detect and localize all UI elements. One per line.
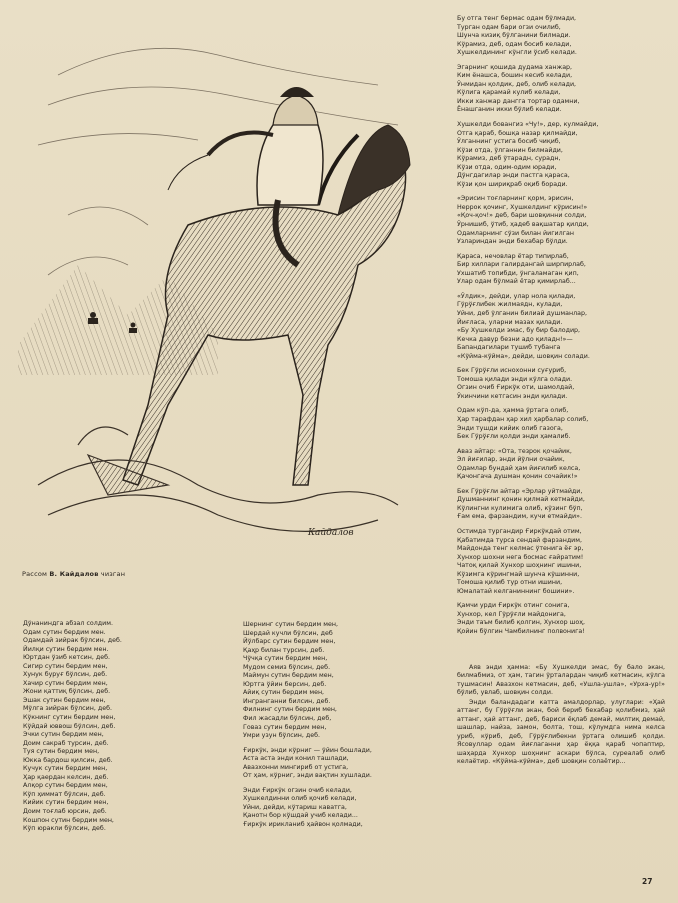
poem-line: Юкка бардош қилсин, деб.	[23, 756, 113, 764]
poem-stanza	[457, 253, 598, 287]
illustration-caption	[22, 570, 125, 578]
poem-line: Кўрамиз, деб ўтарадн, сурадн,	[457, 155, 561, 163]
poem-line: Хунхор шохни нега босмас ғайратим!	[457, 553, 584, 561]
poem-line: Ғиркўк, энди кўрниг — ўйин бошлади,	[243, 746, 372, 754]
poem-line: Энди тушди кийик олиб газога,	[457, 424, 563, 432]
poem-line: Кўкнинг сутин бердим мен,	[23, 714, 116, 722]
poem-line: Кўлингни кулимига олиб, кўзинг бўп,	[457, 504, 583, 512]
poem-line: Ухшатиб топибди, ўнгаламаган қип,	[457, 269, 579, 277]
poem-line: Ҳар қаердан келсин, деб.	[23, 773, 109, 781]
poem-line: Томоша қилади энди кўлга олади.	[457, 375, 573, 383]
poem-line: Ўкинчини кетгасин энди қилади.	[457, 392, 568, 400]
poem-line: Хунхор, кел Гўрўғли майдонига,	[457, 610, 566, 618]
poem-line: Уйни, деб ўлганин билиай душманлар,	[457, 309, 587, 317]
poem-line: Кўзимга кўрингмай шунча кўшинни,	[457, 570, 580, 578]
poem-line: Неррок қочинг, Хушкелдинг кўрисин!»	[457, 203, 588, 211]
poem-line: Улар одам бўлмай ётар қимирлаб...	[457, 278, 576, 286]
poem-line: Қанотн бор кўшдай учиб келади...	[243, 812, 358, 820]
poem-line: Майдонда тенг келмас ўтенига ёғ эр,	[457, 545, 584, 553]
poem-line: Қабатимда турса сендай фарзандим,	[457, 536, 583, 544]
poem-line: Кийик сутин бердим мен,	[23, 799, 109, 807]
poem-line: Энди таъм билиб қолгин, Хунхор шоҳ,	[457, 619, 585, 627]
poem-line: Юртга ўйин берсин, деб.	[243, 680, 327, 688]
poem-line: Одамдай зийрак бўлсин, деб.	[23, 637, 122, 645]
poem-line: Йўлбарс сутин бердим мен,	[243, 638, 336, 646]
poem-line: Қамчи урди Ғиркўк отинг сонига,	[457, 602, 570, 610]
poem-line: Кошпон сутин бердим мен,	[23, 816, 114, 824]
poem-line: Қачонгача душман қонин сочайик!»	[457, 473, 578, 481]
poem-line: Душманнинг қонин қилмай кетмайди,	[457, 496, 585, 504]
poem-line: Айиқ сутин бердим мен,	[243, 689, 325, 697]
poem-line: Чатоқ қилай Хунхор шоҳнинг ишини,	[457, 562, 582, 570]
poem-column-right	[457, 15, 598, 643]
poem-stanza	[457, 407, 598, 441]
poem-line: Кўп ҳиммат бўлсин, деб.	[23, 790, 106, 798]
poem-line: Бек Гўрўғли иснохонни суғуриб,	[457, 367, 567, 375]
poem-line: Бир хиллари галирдангай ширпирлаб,	[457, 261, 586, 269]
poem-line: Бек Гўрўғли қолди энди ҳамалиб.	[457, 433, 571, 441]
poem-line: Мудом семиз бўлсин, деб.	[243, 663, 331, 671]
poem-line: Доим сакраб турсин, деб.	[23, 739, 109, 747]
poem-line: Филнинг сутин бердим мен,	[243, 706, 337, 714]
caption-artist: В. Кайдалов	[49, 570, 99, 578]
poem-line: «Бу Хушкелди эмас, бу бир балодир,	[457, 327, 581, 335]
prose-paragraph: Энди баландадаги катта амалдорлар, улуглари: «Ҳай аттанг, бу Гўрўғли экан, бой бериб бехабар қолибмиз, ҳай аттанг, ҳай аттанг, деб, бариси ёқлаб демай, милтиқ демай, шашлар, найза, замон, болта, тош, кўлумдга нима келса уриб, кўриб, деб, Гўрўғлибекни ўртага олишиб қолди. Ясовуллар одам йиғлаганни ҳар ёққа қараб чопаптир, шаҳарда Хунхор шоҳнинг аскари бўлса, суреалаб олиб келаётир. «Кўйма-кўйма», деб шовқин солаётир...	[457, 698, 665, 765]
poem-line: Ким ёнашса, бошин кесиб келади,	[457, 72, 573, 80]
poem-line: Отга қараб, бошқа назар қилмайди,	[457, 129, 578, 137]
poem-stanza	[457, 293, 598, 361]
poem-line: От ҳам, кўрниг, энди вақтин хушлади.	[243, 772, 372, 780]
poem-line: Юртдан ўзиб кетсин, деб.	[23, 654, 110, 662]
poem-line: Хунук буруғ бўлсин, деб.	[23, 671, 108, 679]
poem-line: Қараса, нечовлар ётар типирлаб,	[457, 252, 569, 260]
poem-line: Кўзи отда, одим-одим юради,	[457, 163, 557, 171]
poem-line: Энди Ғиркўк огзин очиб келади,	[243, 786, 352, 794]
poem-line: Аста аста энди конил ташлади,	[243, 755, 349, 763]
poem-line: Йиғласа, уларни мазах қилади.	[457, 318, 563, 326]
poem-line: Кўзи отда, ўлганнин билмайди,	[457, 146, 563, 154]
poem-line: Ўнмидан қолдик, деб, олиб келади,	[457, 80, 577, 88]
poem-stanza	[457, 488, 598, 522]
poem-line: Эчки сутин бердим мен,	[23, 731, 104, 739]
poem-line: Ўлганнинг устига босиб чиқиб,	[457, 138, 561, 146]
poem-line: Кўзи қон шириқраб оқиб боради.	[457, 180, 568, 188]
poem-line: Шунча кизиқ бўлганини билмади.	[457, 32, 571, 40]
poem-line: Туя сутин бердим мен,	[23, 748, 100, 756]
poem-stanza	[457, 602, 598, 636]
poem-line: Узлариндан энди бехабар бўлди.	[457, 238, 568, 246]
poem-line: Уйни, дейди, кўтариш каватга,	[243, 803, 347, 811]
poem-line: Шердай кучли бўлсин, деб	[243, 629, 333, 637]
caption-suffix: чизган	[98, 570, 126, 578]
poem-line: «Кўйма-кўйма», дейди, шовқин солади.	[457, 352, 590, 360]
poem-stanza	[457, 195, 598, 246]
poem-line: Одам сутин бердим мен.	[23, 628, 106, 636]
poem-line: Доим тоғлаб юрсин, деб.	[23, 808, 107, 816]
poem-line: Хушкелдининг кўнгли ўсиб келади.	[457, 49, 577, 57]
poem-line: Қойин бўлгин Чамбилнинг полвонига!	[457, 628, 585, 635]
poem-line: Сигир сутин бердим мен,	[23, 662, 108, 670]
poem-line: Қаҳр билан турсин, деб.	[243, 646, 325, 654]
illustration-signature: Кайдалов	[308, 528, 354, 538]
poem-line: Кўйдай юввош бўлсин, деб.	[23, 722, 116, 730]
poem-line: Эшак сутин бердим мен,	[23, 696, 106, 704]
poem-line: «Қоч-қоч!» деб, бари шовқинни солди,	[457, 212, 587, 220]
poem-stanza	[457, 64, 598, 115]
poem-line: Дўнгдагилар энди пастга қараса,	[457, 172, 570, 180]
prose-block	[457, 664, 665, 767]
poem-line: Ҳар тарафдан ҳар хил ҳарбалар солиб,	[457, 415, 589, 423]
poem-line: Умри узун бўлсин, деб.	[243, 732, 321, 740]
poem-line: Алқор сутин бердим мен,	[23, 782, 108, 790]
poem-line: Эл йиғилар, энди йўлни очайик,	[457, 456, 565, 464]
prose-paragraph: Аяв энди ҳамма: «Бу Хушкелди эмас, бу бало экан, билмабмиз, от ҳам, тагин ўрталардан чиқиб кетмасин, кўлга тушмасин! Авазхон кетмасин, деб, «Ушла-ушла», «Урха-ур!» бўлиб, увлаб, шовқин солди.	[457, 664, 665, 697]
poem-column-middle	[243, 621, 372, 836]
poem-line: Ғиркўк ирикланиб ҳайвон қолмади,	[243, 821, 363, 829]
poem-line: Дўнаниндга абзал солдим.	[23, 620, 113, 627]
poem-line: Хачир сутин бердим мен,	[23, 679, 108, 687]
caption-prefix: Рассом	[22, 570, 50, 578]
poem-line: Ингранганни билсин, деб.	[243, 697, 331, 705]
poem-line: Кўрамиз, деб, одам босиб келади,	[457, 40, 572, 48]
poem-line: Кўп юракли бўлсин, деб.	[23, 825, 106, 833]
poem-line: Ёнашганин икки бўлиб келади.	[457, 106, 562, 114]
poem-stanza	[457, 121, 598, 189]
poem-line: Гўрўғлибек жилмаядн, кулади,	[457, 301, 563, 309]
poem-line: Говаз сутин бердим мен,	[243, 723, 327, 731]
page-number: 27	[642, 877, 653, 886]
poem-stanza	[457, 448, 598, 482]
poem-line: Шернинг сутин бердим мен,	[243, 621, 339, 628]
poem-line: Одамлар бундай ҳам йиғилиб келса,	[457, 464, 581, 472]
poem-line: Ўрнишиб, ўтиб, ҳадеб вақшатар қилди,	[457, 221, 589, 229]
poem-line: Аваз айтар: «Ота, тезрок қочайик,	[457, 447, 572, 455]
poem-line: Икки ханжар дангга тортар одамни,	[457, 97, 580, 105]
poem-line: Йилқи сутин бердим мен.	[23, 645, 109, 653]
poem-line: Огзин очиб Ғиркўк оти, шамолдай,	[457, 384, 575, 392]
poem-line: Кечка давур безни адо қиладн!»—	[457, 335, 573, 343]
poem-line: Авазхонни мингириб от устига,	[243, 763, 349, 771]
poem-line: Фил жасадли бўлсин, деб,	[243, 715, 332, 723]
poem-line: Кучук сутин бердим мен,	[23, 765, 108, 773]
poem-line: Жони қаттиқ бўлсин, деб.	[23, 688, 111, 696]
poem-line: Остимда тургандир Ғиркўкдай отим,	[457, 527, 582, 535]
poem-stanza	[457, 528, 598, 596]
poem-column-left	[23, 620, 122, 840]
poem-line: Чўчқа сутин бердим мен,	[243, 655, 328, 663]
poem-line: Бек Гўрўғли айтар «Эрлар уйтмайди,	[457, 487, 583, 495]
poem-line: «Ўлдик», дейди, улар нола қилади,	[457, 292, 576, 300]
horseman-illustration	[18, 15, 416, 555]
poem-line: Турган одам бари огзи очилиб,	[457, 23, 561, 31]
poem-stanza	[457, 367, 598, 401]
poem-line: Одам кўп-да, ҳамма ўртага олиб,	[457, 407, 569, 415]
poem-line: «Эрисин тоғларнинг қорм, эрисин,	[457, 195, 574, 203]
poem-line: Хушкелди бовангиз «Чу!», дер, кулмайди,	[457, 121, 599, 129]
poem-line: Бу отга тенг бермас одам бўлмади,	[457, 15, 577, 22]
poem-line: Томоша қилиб тур отни ишини,	[457, 579, 563, 587]
poem-line: Юмалатай келганиннинг бошини».	[457, 587, 575, 595]
poem-stanza	[457, 15, 598, 58]
poem-line: Бапандагилари тушиб тубанга	[457, 344, 561, 352]
poem-line: Маймун сутин бердим мен,	[243, 672, 334, 680]
poem-stanza	[243, 747, 372, 781]
poem-stanza	[23, 620, 122, 834]
poem-line: Ғам ема, фарзандим, кучи етмайди».	[457, 513, 582, 521]
poem-line: Хушкелдинни олиб қочиб келади,	[243, 795, 357, 803]
poem-stanza	[243, 621, 372, 741]
poem-line: Мўлга зийрак бўлсин, деб.	[23, 705, 112, 713]
poem-stanza	[243, 787, 372, 830]
poem-line: Одамларнинг сўзи билан йигилган	[457, 229, 574, 237]
poem-line: Кўлига қарамай кулиб келади,	[457, 89, 561, 97]
poem-line: Эгарнинг қошида дудама ханжар,	[457, 63, 573, 71]
